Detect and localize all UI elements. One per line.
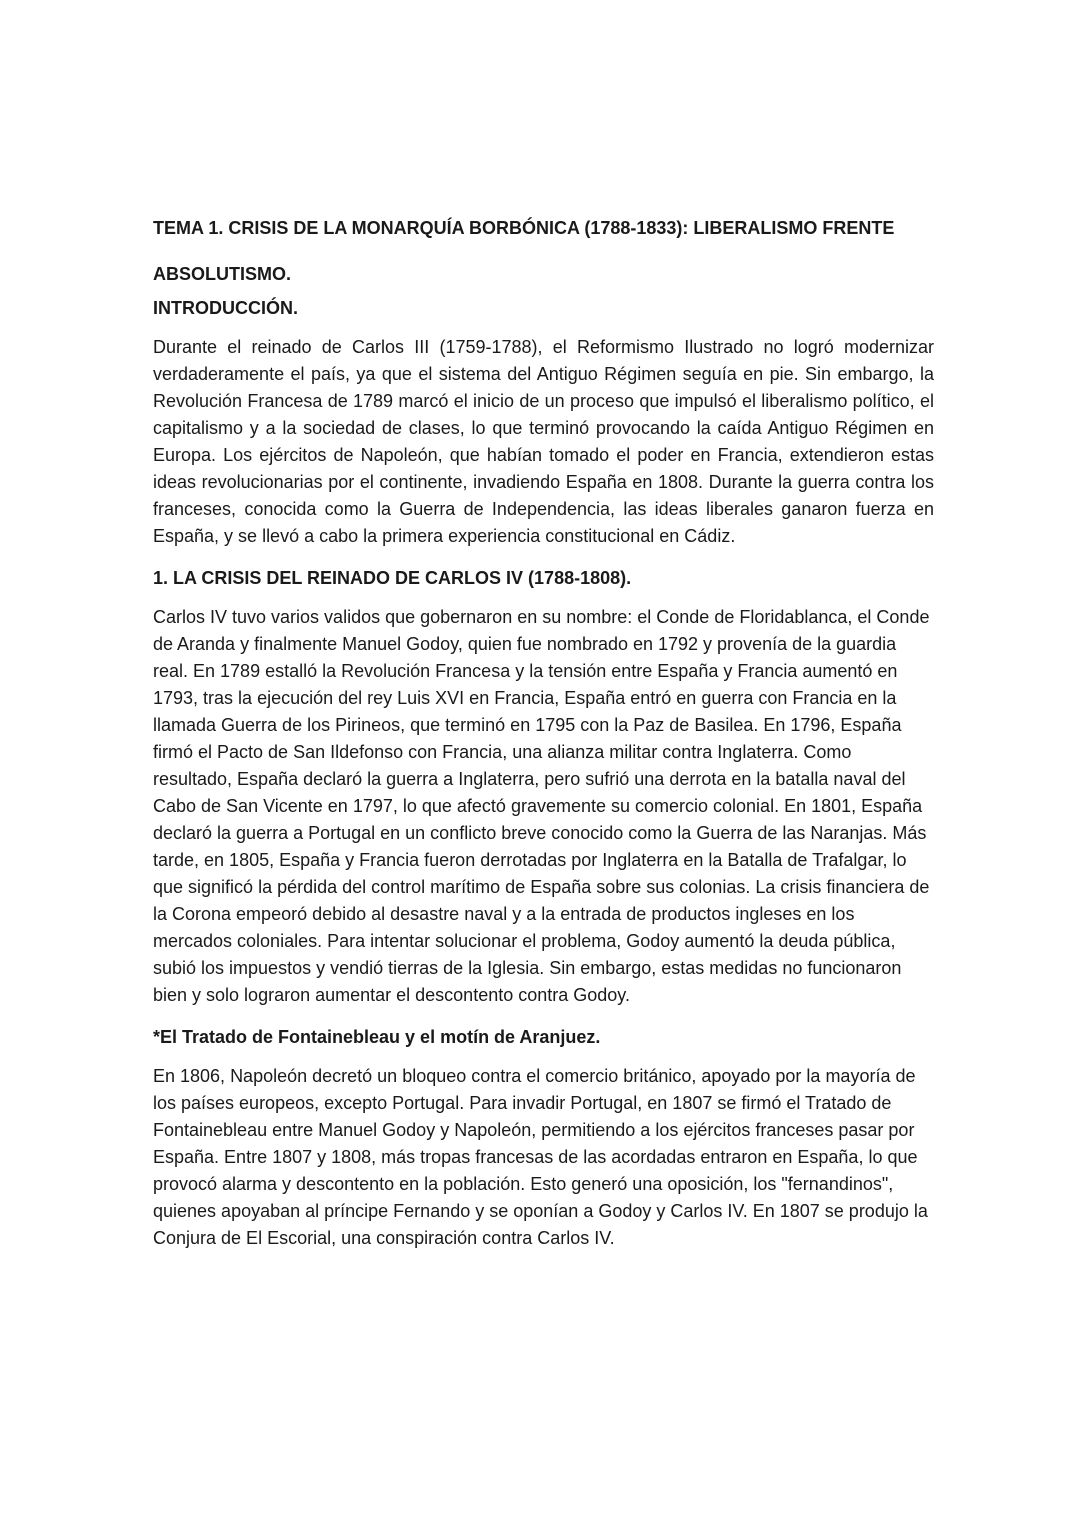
document-title-line-2: ABSOLUTISMO. <box>153 264 291 284</box>
document-title <box>153 205 934 297</box>
section-heading-crisis-carlos-iv: 1. LA CRISIS DEL REINADO DE CARLOS IV (1788-1808). <box>153 568 632 588</box>
paragraph-crisis-carlos-iv: Carlos IV tuvo varios validos que gobernaron en su nombre: el Conde de Floridablanca, el Conde de Aranda y finalmente Manuel Godoy, quien fue nombrado en 1792 y provenía de la guardia real. En 1789 estalló la Revolución Francesa y la tensión entre España y Francia aumentó en 1793, tras la ejecución del rey Luis XVI en Francia, España entró en guerra con Francia en la llamada Guerra de los Pirineos, que terminó en 1795 con la Paz de Basilea. En 1796, España firmó el Pacto de San Ildefonso con Francia, una alianza militar contra Inglaterra. Como resultado, España declaró la guerra a Inglaterra, pero sufrió una derrota en la batalla naval del Cabo de San Vicente en 1797, lo que afectó gravemente su comercio colonial. En 1801, España declaró la guerra a Portugal en un conflicto breve conocido como la Guerra de las Naranjas. Más tarde, en 1805, España y Francia fueron derrotadas por Inglaterra en la Batalla de Trafalgar, lo que significó la pérdida del control marítimo de España sobre sus colonias. La crisis financiera de la Corona empeoró debido al desastre naval y a la entrada de productos ingleses en los mercados coloniales. Para intentar solucionar el problema, Godoy aumentó la deuda pública, subió los impuestos y vendió tierras de la Iglesia. Sin embargo, estas medidas no funcionaron bien y solo lograron aumentar el descontento contra Godoy. <box>153 607 930 1005</box>
paragraph-introduccion: Durante el reinado de Carlos III (1759-1788), el Reformismo Ilustrado no logró modernizar verdaderamente el país, ya que el sistema del Antiguo Régimen seguía en pie. Sin embargo, la Revolución Francesa de 1789 marcó el inicio de un proceso que impulsó el liberalismo político, el capitalismo y a la sociedad de clases, lo que terminó provocando la caída Antiguo Régimen en Europa. Los ejércitos de Napoleón, que habían tomado el poder en Francia, extendieron estas ideas revolucionarias por el continente, invadiendo España en 1808. Durante la guerra contra los franceses, conocida como la Guerra de Independencia, las ideas liberales ganaron fuerza en España, y se llevó a cabo la primera experiencia constitucional en Cádiz. <box>153 337 934 546</box>
paragraph-tratado-fontainebleau: En 1806, Napoleón decretó un bloqueo contra el comercio británico, apoyado por la mayoría de los países europeos, excepto Portugal. Para invadir Portugal, en 1807 se firmó el Tratado de Fontainebleau entre Manuel Godoy y Napoleón, permitiendo a los ejércitos franceses pasar por España. Entre 1807 y 1808, más tropas francesas de las acordadas entraron en España, lo que provocó alarma y descontento en la población. Esto generó una oposición, los "fernandinos", quienes apoyaban al príncipe Fernando y se oponían a Godoy y Carlos IV. En 1807 se produjo la Conjura de El Escorial, una conspiración contra Carlos IV. <box>153 1066 928 1248</box>
document-content <box>153 205 934 1269</box>
section-heading-introduccion: INTRODUCCIÓN. <box>153 298 298 318</box>
document-title-line-1: TEMA 1. CRISIS DE LA MONARQUÍA BORBÓNICA (1788-1833): LIBERALISMO FRENTE <box>153 218 895 238</box>
section-heading-tratado-fontainebleau: *El Tratado de Fontainebleau y el motín de Aranjuez. <box>153 1027 601 1047</box>
